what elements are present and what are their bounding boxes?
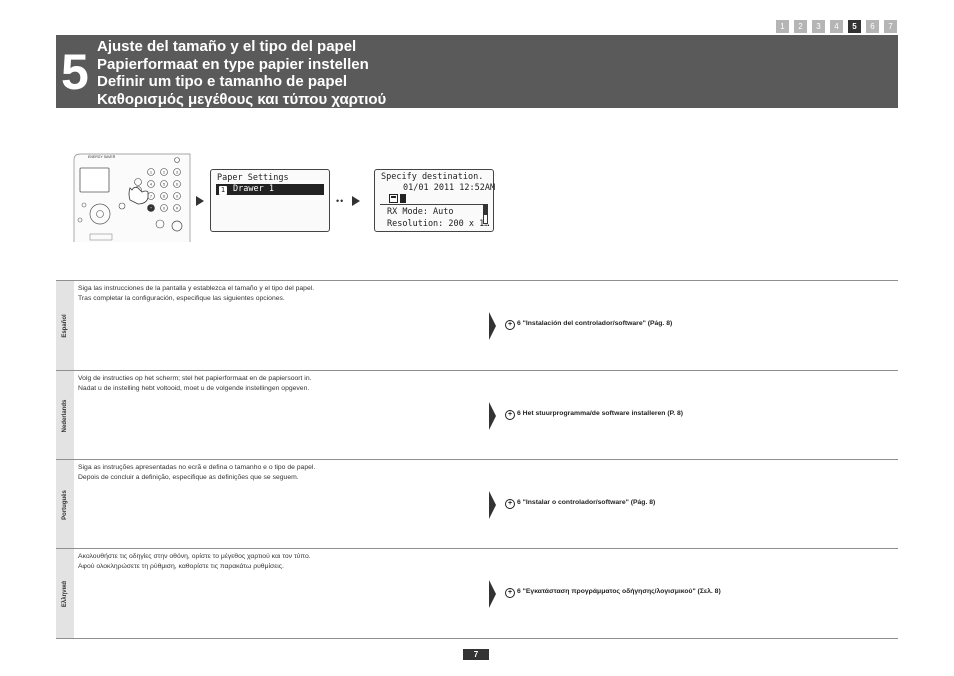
step-6[interactable]: 6 xyxy=(866,20,879,33)
svg-text:0: 0 xyxy=(163,206,165,211)
language-tab: Português xyxy=(56,460,74,549)
svg-text:5: 5 xyxy=(163,182,165,187)
language-tab: Español xyxy=(56,281,74,370)
next-step-link[interactable]: + 6 "Instalación del controlador/software" (Pág. 8) xyxy=(505,320,672,330)
next-step-link[interactable]: + 6 "Instalar o controlador/software" (Pág. 8) xyxy=(505,499,655,509)
lcd-rx-mode: RX Mode: Auto xyxy=(387,207,454,217)
language-row-greek xyxy=(56,548,898,638)
svg-text:#: # xyxy=(176,206,178,211)
language-row-dutch xyxy=(56,370,898,460)
svg-text:1: 1 xyxy=(150,170,152,175)
control-panel-illustration xyxy=(72,150,192,242)
instructions: Siga as instruções apresentadas no ecrã e defina o tamanho e o tipo de papel. Depois de concluir a definição, especifique as definições que se seguem. xyxy=(78,464,316,481)
lcd-resolution: Resolution: 200 x 1… xyxy=(387,219,490,229)
step-titles xyxy=(97,38,386,108)
lcd-prompt: Specify destination. xyxy=(381,172,484,182)
instructions: Volg de instructies op het scherm; stel het papierformaat en de papiersoort in. Nadat u de instelling hebt voltooid, moet u de volgende instellingen opgeven. xyxy=(78,375,312,392)
lcd-title: Paper Settings xyxy=(217,173,289,183)
language-row-portuguese xyxy=(56,459,898,549)
svg-text:6: 6 xyxy=(176,182,178,187)
energy-saver-label: ENERGY SAVER xyxy=(88,155,116,159)
step-2[interactable]: 2 xyxy=(794,20,807,33)
lcd-scrollbar xyxy=(483,204,488,224)
lcd-divider xyxy=(380,204,484,205)
fax-icon xyxy=(389,194,407,203)
title-greek: Καθορισμός μεγέθους και τύπου χαρτιού xyxy=(97,90,387,108)
lcd-selected-item xyxy=(216,184,324,195)
page-number: 7 xyxy=(463,649,489,660)
flow-dots: •• xyxy=(336,196,345,206)
plus-circle-icon: + xyxy=(505,499,515,509)
language-row-spanish xyxy=(56,280,898,370)
step-number: 5 xyxy=(61,44,89,100)
lcd-datetime: 01/01 2011 12:52AM xyxy=(403,183,496,193)
step-4[interactable]: 4 xyxy=(830,20,843,33)
plus-circle-icon: + xyxy=(505,588,515,598)
svg-text:9: 9 xyxy=(176,194,178,199)
language-tab: Ελληνικά xyxy=(56,549,74,638)
step-7[interactable]: 7 xyxy=(884,20,897,33)
lcd-home-screen xyxy=(374,169,494,232)
svg-text:*: * xyxy=(150,206,152,211)
title-dutch: Papierformaat en type papier instellen xyxy=(97,55,369,73)
drawer-label: Drawer 1 xyxy=(233,184,274,194)
next-step-marker-icon xyxy=(489,312,496,340)
svg-text:3: 3 xyxy=(176,170,178,175)
instructions: Siga las instrucciones de la pantalla y establezca el tamaño y el tipo del papel. Tras completar la configuración, especifique las siguientes opciones. xyxy=(78,285,315,302)
step-3[interactable]: 3 xyxy=(812,20,825,33)
next-step-marker-icon xyxy=(489,491,496,519)
svg-text:2: 2 xyxy=(163,170,165,175)
bottom-divider xyxy=(56,638,898,639)
title-portuguese: Definir um tipo e tamanho de papel xyxy=(97,73,348,90)
next-step-marker-icon xyxy=(489,402,496,430)
step-1[interactable]: 1 xyxy=(776,20,789,33)
drawer-badge: 1 xyxy=(220,186,226,194)
title-spanish: Ajuste del tamaño y el tipo del papel xyxy=(97,38,357,55)
plus-circle-icon: + xyxy=(505,410,515,420)
lcd-paper-settings xyxy=(210,169,330,232)
language-tab: Nederlands xyxy=(56,371,74,460)
plus-circle-icon: + xyxy=(505,320,515,330)
panel-display-icon xyxy=(80,168,109,192)
next-step-link[interactable]: + 6 Het stuurprogramma/de software installeren (P. 8) xyxy=(505,410,683,420)
svg-text:8: 8 xyxy=(163,194,165,199)
next-step-marker-icon xyxy=(489,580,496,608)
next-step-link[interactable]: + 6 "Εγκατάσταση προγράμματος οδήγησης/λογισμικού" (Σελ. 8) xyxy=(505,588,721,598)
step-navigation xyxy=(776,20,897,33)
flow-arrow-icon xyxy=(352,196,360,206)
svg-text:7: 7 xyxy=(150,194,152,199)
flow-arrow-icon xyxy=(196,196,204,206)
step-header xyxy=(56,35,898,108)
step-5-current[interactable]: 5 xyxy=(848,20,861,33)
instructions: Ακολουθήστε τις οδηγίες στην οθόνη, ορίστε το μέγεθος χαρτιού και τον τύπο. Αφού ολοκληρώσετε τη ρύθμιση, καθορίστε τις παρακάτω ρυθμίσεις. xyxy=(78,553,311,570)
svg-text:4: 4 xyxy=(150,182,152,187)
